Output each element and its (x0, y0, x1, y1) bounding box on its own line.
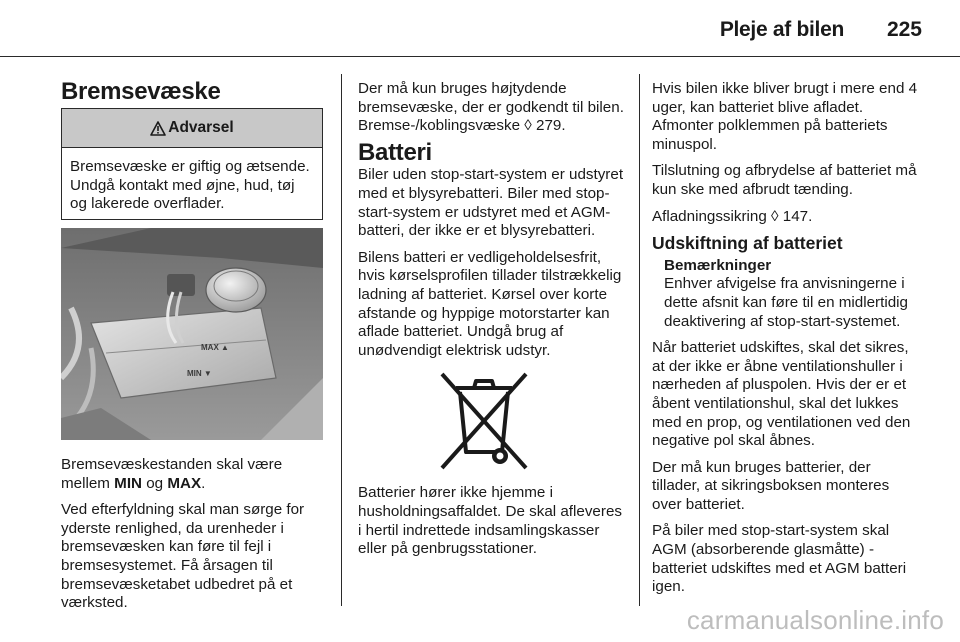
note-block (664, 257, 922, 331)
refill-paragraph: Ved efterfyldning skal man sørge for yderste renlighed, da urenheder i bremsevæsken kan føre til fejl i bremsesystemet. Få årsagen til bremsevæsketabet udbedret på et værksted. (61, 501, 305, 612)
warning-header (62, 109, 322, 148)
max-label: MAX ▲ (201, 343, 229, 352)
brake-fluid-level-paragraph: Bremsevæskestanden skal være mellem MIN og MAX. (61, 456, 283, 492)
watermark: carmanualsonline.info (686, 605, 944, 635)
battery-idle-paragraph: Hvis bilen ikke bliver brugt i mere end 4 uger, kan batteriet blive afladet. Afmonter polklemmen på batteriets minuspol. (652, 80, 918, 153)
note-title: Bemærkninger (664, 256, 772, 274)
min-term: MIN (114, 474, 143, 492)
running-header-title: Pleje af bilen (719, 18, 844, 41)
column-divider-2 (639, 74, 640, 606)
max-term: MAX (167, 474, 202, 492)
col3-text (652, 80, 922, 605)
page-number: 225 (886, 18, 922, 41)
battery-heading: Batteri (358, 138, 432, 166)
brake-fluid-spec-paragraph: Der må kun bruges højtydende bremsevæske, der er godkendt til bilen. Bremse-/koblingsvæske ◊ 279. (358, 80, 624, 135)
section-title: Bremsevæske (61, 78, 221, 105)
ventilation-paragraph: Når batteriet udskiftes, skal det sikres, at der ikke er åbne ventilationshuller i nærheden af pluspolen. Hvis der er et åbent ventilationshul, skal det lukkes med en prop, og ventilationen ved den negative pol skal åbnes. (652, 339, 911, 450)
battery-replacement-heading: Udskiftning af batteriet (652, 233, 843, 254)
agm-paragraph: På biler med stop-start-system skal AGM (absorberende glasmåtte) -batteriet udskiftes med et AGM batteri igen. (652, 522, 907, 596)
brake-fluid-reservoir-photo (61, 228, 323, 440)
warning-title: Advarsel (168, 119, 234, 136)
column-divider-1 (341, 74, 342, 606)
header-rule (0, 56, 960, 57)
battery-type-paragraph: Biler uden stop-start-system er udstyret med et blysyrebatteri. Biler med stop-start-system er udstyret med et AGM-batteri, der ikke er et blysyrebatteri. (358, 166, 624, 240)
discharge-protection-paragraph: Afladningssikring ◊ 147. (652, 207, 813, 225)
fuse-box-paragraph: Der må kun bruges batterier, der tillader, at sikringsboksen monteres over batteriet. (652, 458, 890, 513)
crossed-out-bin-icon (434, 368, 534, 476)
battery-maintenance-paragraph: Bilens batteri er vedligeholdelsesfrit, hvis kørselsprofilen tillader tilstrækkelig ladning af batteriet. Kørsel over korte afstande og hyppige motorstarter kan aflade batteriet. Undgå brug af unødvendigt elektrisk udstyr. (358, 248, 622, 359)
col1-text (61, 456, 333, 621)
note-body: Enhver afvigelse fra anvisningerne i dette afsnit kan føre til en midlertidig deaktivering af stop-start-systemet. (664, 275, 908, 330)
warning-box (61, 108, 323, 220)
col2-text (358, 80, 626, 567)
min-label: MIN ▼ (187, 369, 212, 378)
warning-body: Bremsevæske er giftig og ætsende. Undgå kontakt med øjne, hud, tøj og lakerede overflader. (70, 158, 310, 213)
battery-disposal-paragraph: Batterier hører ikke hjemme i husholdningsaffaldet. De skal afleveres i hertil indrettede indsamlingskasser eller på genbrugsstationer. (358, 484, 622, 558)
battery-connect-paragraph: Tilslutning og afbrydelse af batteriet må kun ske med afbrudt tænding. (652, 162, 917, 198)
warning-triangle-icon (150, 121, 166, 136)
